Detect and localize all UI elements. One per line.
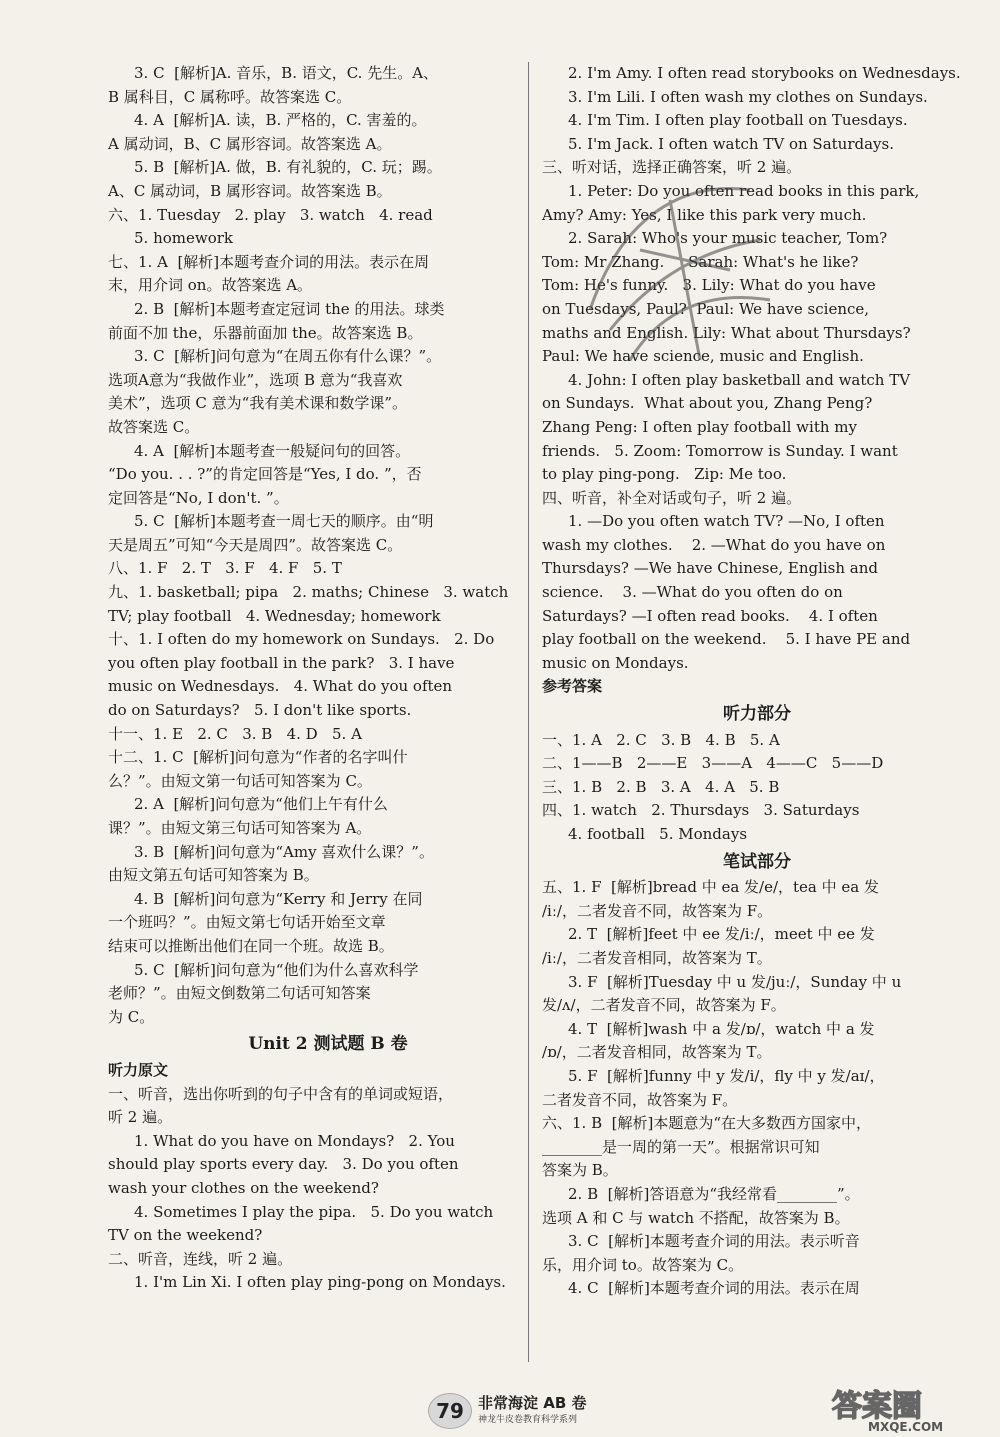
answer-line: TV; play football 4. Wednesday; homework (108, 606, 441, 625)
answer-line: 3. F [解析]Tuesday 中 u 发/juː/，Sunday 中 u (568, 972, 902, 991)
answer-line: 5. C [解析]问句意为“他们为什么喜欢科学 (134, 960, 419, 979)
answer-line: 5. I'm Jack. I often watch TV on Saturdays. (568, 134, 894, 153)
answer-line: 结束可以推断出他们在同一个班。故选 B。 (108, 936, 394, 955)
answer-line: 故答案选 C。 (108, 417, 200, 436)
answer-line: on Tuesdays, Paul? Paul: We have science, (542, 299, 870, 318)
answer-line: B 属科目，C 属称呼。故答案选 C。 (108, 87, 352, 106)
answer-line: on Sundays. What about you, Zhang Peng? (542, 394, 873, 413)
series-name: 神龙牛皮卷教育科学系列 (478, 1415, 578, 1425)
answer-line: 4. B [解析]问句意为“Kerry 和 Jerry 在同 (134, 889, 423, 908)
answer-line: Amy? Amy: Yes, I like this park very much. (542, 205, 867, 224)
answer-line: 十二、1. C [解析]问句意为“作者的名字叫什 (108, 748, 408, 767)
answer-line: 七、1. A [解析]本题考查介词的用法。表示在周 (108, 252, 430, 271)
answer-line: 3. I'm Lili. I often wash my clothes on Sundays. (568, 87, 928, 106)
answer-line: 二、1——B 2——E 3——A 4——C 5——D (542, 754, 884, 773)
answer-line: 1. What do you have on Mondays? 2. You (134, 1131, 455, 1150)
answer-line: “Do you. . . ?”的肯定回答是“Yes, I do. ”，否 (108, 465, 422, 484)
answer-line: 2. Sarah: Who's your music teacher, Tom? (568, 229, 888, 248)
left-column (108, 62, 548, 1295)
answer-line: A 属动词，B、C 属形容词。故答案选 A。 (108, 134, 392, 153)
answer-line: 一、1. A 2. C 3. B 4. B 5. A (542, 730, 780, 749)
book-title: 非常海淀 AB 卷 (478, 1394, 587, 1412)
answer-line: /iː/，二者发音不同，故答案为 F。 (542, 901, 773, 920)
answer-line: 1. —Do you often watch TV? —No, I often (568, 512, 885, 531)
answer-line: 由短文第五句话可知答案为 B。 (108, 866, 319, 885)
answer-line: 2. I'm Amy. I often read storybooks on Wednesdays. (568, 64, 961, 82)
answer-line: wash your clothes on the weekend? (108, 1178, 379, 1197)
svg-text:答案圈: 答案圈 (832, 1389, 922, 1424)
answer-line: to play ping-pong. Zip: Me too. (542, 465, 787, 484)
answer-line: Thursdays? —We have Chinese, English and (542, 559, 879, 578)
answer-line: Tom: He's funny. 3. Lily: What do you have (542, 276, 876, 295)
section-heading: 听力部分 (723, 704, 791, 725)
answer-line: 2. B [解析]本题考查定冠词 the 的用法。球类 (134, 299, 445, 318)
answer-line: 末，用介词 on。故答案选 A。 (108, 276, 313, 295)
answer-line: 3. C [解析]问句意为“在周五你有什么课？”。 (134, 347, 442, 366)
answer-line: 3. C [解析]A. 音乐，B. 语文，C. 先生。A、 (134, 64, 439, 82)
svg-text:MXQE.COM: MXQE.COM (868, 1420, 944, 1434)
answer-line: 选项 A 和 C 与 watch 不搭配，故答案为 B。 (542, 1208, 850, 1227)
answer-line: do on Saturdays? 5. I don't like sports. (108, 701, 412, 720)
answer-line: 老师？”。由短文倒数第二句话可知答案 (108, 984, 371, 1003)
answer-line: 十一、1. E 2. C 3. B 4. D 5. A (108, 724, 362, 743)
answer-line: music on Wednesdays. 4. What do you often (108, 677, 453, 696)
answer-line: 天是周五”可知“今天是周四”。故答案选 C。 (108, 535, 403, 554)
answer-line: 六、1. Tuesday 2. play 3. watch 4. read (108, 205, 433, 224)
answer-line: 一、听音，选出你听到的句子中含有的单词或短语， (108, 1084, 454, 1103)
answer-line: 2. B [解析]答语意为“我经常看________”。 (568, 1184, 860, 1203)
page-number-badge: 79 (428, 1393, 472, 1429)
subsection-heading: 参考答案 (542, 677, 603, 696)
answer-line: 二者发音不同，故答案为 F。 (542, 1090, 738, 1109)
answer-line: 3. C [解析]本题考查介词的用法。表示听音 (568, 1232, 860, 1251)
answer-line: 1. Peter: Do you often read books in this park, (568, 181, 920, 200)
answer-line: TV on the weekend? (108, 1226, 263, 1245)
answer-line: 听 2 遍。 (108, 1108, 173, 1127)
answer-line: 选项A意为“我做作业”，选项 B 意为“我喜欢 (108, 370, 403, 389)
answer-line: A、C 属动词，B 属形容词。故答案选 B。 (108, 181, 392, 200)
answer-line: 2. T [解析]feet 中 ee 发/iː/，meet 中 ee 发 (568, 925, 875, 944)
answer-line: /iː/，二者发音相同，故答案为 T。 (542, 948, 772, 967)
answer-line: 4. C [解析]本题考查介词的用法。表示在周 (568, 1279, 860, 1298)
answer-line: 十、1. I often do my homework on Sundays. 2. Do (108, 630, 495, 649)
answer-line: 4. Sometimes I play the pipa. 5. Do you watch (134, 1202, 494, 1221)
answer-line: 四、听音，补全对话或句子，听 2 遍。 (542, 488, 802, 507)
answer-line: 为 C。 (108, 1007, 155, 1026)
answer-line: wash my clothes. 2. —What do you have on (542, 535, 886, 554)
answer-line: Paul: We have science, music and English. (542, 347, 864, 366)
answer-line: 5. F [解析]funny 中 y 发/i/，fly 中 y 发/aɪ/， (568, 1066, 885, 1085)
answer-line: maths and English. Lily: What about Thursdays? (542, 323, 911, 342)
answer-line: 课？”。由短文第三句话可知答案为 A。 (108, 819, 372, 837)
answer-line: should play sports every day. 3. Do you often (108, 1155, 459, 1174)
answer-line: 4. T [解析]wash 中 a 发/ɒ/，watch 中 a 发 (568, 1019, 875, 1038)
answer-line: 二、听音，连线，听 2 遍。 (108, 1249, 293, 1268)
answer-line: 答案为 B。 (542, 1161, 618, 1180)
answer-line: Saturdays? —I often read books. 4. I often (542, 606, 878, 625)
answer-line: 五、1. F [解析]bread 中 ea 发/e/，tea 中 ea 发 (542, 878, 880, 897)
subsection-heading: 听力原文 (108, 1060, 169, 1079)
answer-line: 八、1. F 2. T 3. F 4. F 5. T (108, 559, 342, 578)
answer-line: ________是一周的第一天”。根据常识可知 (542, 1137, 820, 1156)
answer-line: 4. John: I often play basketball and watch TV (568, 370, 911, 389)
answer-line: 三、听对话，选择正确答案，听 2 遍。 (542, 158, 802, 177)
section-heading: 笔试部分 (723, 851, 791, 872)
answer-line: 九、1. basketball; pipa 2. maths; Chinese 3. watch (108, 583, 509, 602)
answer-line: science. 3. —What do you often do on (542, 583, 843, 602)
answer-line: 四、1. watch 2. Thursdays 3. Saturdays (542, 801, 860, 820)
answer-line: 4. A [解析]本题考查一般疑问句的回答。 (134, 441, 411, 460)
answer-line: Zhang Peng: I often play football with my (542, 417, 857, 436)
answer-line: 3. B [解析]问句意为“Amy 喜欢什么课？”。 (134, 842, 434, 861)
answer-line: 么？”。由短文第一句话可知答案为 C。 (108, 771, 372, 790)
answer-line: friends. 5. Zoom: Tomorrow is Sunday. I want (542, 441, 898, 460)
answer-line: 5. C [解析]本题考查一周七天的顺序。由“明 (134, 512, 434, 531)
answer-line: 2. A [解析]问句意为“他们上午有什么 (134, 795, 388, 814)
answer-line: /ɒ/，二者发音相同，故答案为 T。 (542, 1043, 772, 1062)
answer-line: 六、1. B [解析]本题意为“在大多数西方国家中， (542, 1114, 872, 1133)
answer-line: 4. A [解析]A. 读，B. 严格的，C. 害羞的。 (134, 111, 427, 130)
answer-line: 定回答是“No, I don't. ”。 (108, 488, 289, 507)
answer-line: you often play football in the park? 3. I have (108, 653, 455, 672)
watermark-logo (828, 1384, 994, 1434)
section-heading: Unit 2 测试题 B 卷 (248, 1034, 408, 1055)
answer-line: 发/ʌ/，二者发音不同，故答案为 F。 (542, 996, 786, 1015)
answer-line: 5. B [解析]A. 做，B. 有礼貌的，C. 玩；踢。 (134, 158, 442, 177)
answer-line: 乐，用介词 to。故答案为 C。 (542, 1255, 744, 1274)
answer-line: 4. I'm Tim. I often play football on Tuesdays. (568, 111, 908, 130)
answer-line: 4. football 5. Mondays (568, 825, 748, 843)
answer-line: play football on the weekend. 5. I have PE and (542, 630, 911, 649)
answer-line: 一个班吗？”。由短文第七句话开始至文章 (108, 913, 386, 932)
answer-line: 5. homework (134, 229, 234, 248)
right-column (542, 62, 972, 1301)
answer-line: Tom: Mr Zhang. Sarah: What's he like? (542, 252, 859, 271)
answer-line: 前面不加 the，乐器前面加 the。故答案选 B。 (108, 323, 423, 342)
answer-line: music on Mondays. (542, 653, 689, 672)
answer-line: 三、1. B 2. B 3. A 4. A 5. B (542, 777, 780, 796)
column-divider (528, 62, 529, 1362)
answer-line: 1. I'm Lin Xi. I often play ping-pong on Mondays. (134, 1273, 506, 1292)
answer-line: 美术”，选项 C 意为“我有美术课和数学课”。 (108, 394, 408, 413)
